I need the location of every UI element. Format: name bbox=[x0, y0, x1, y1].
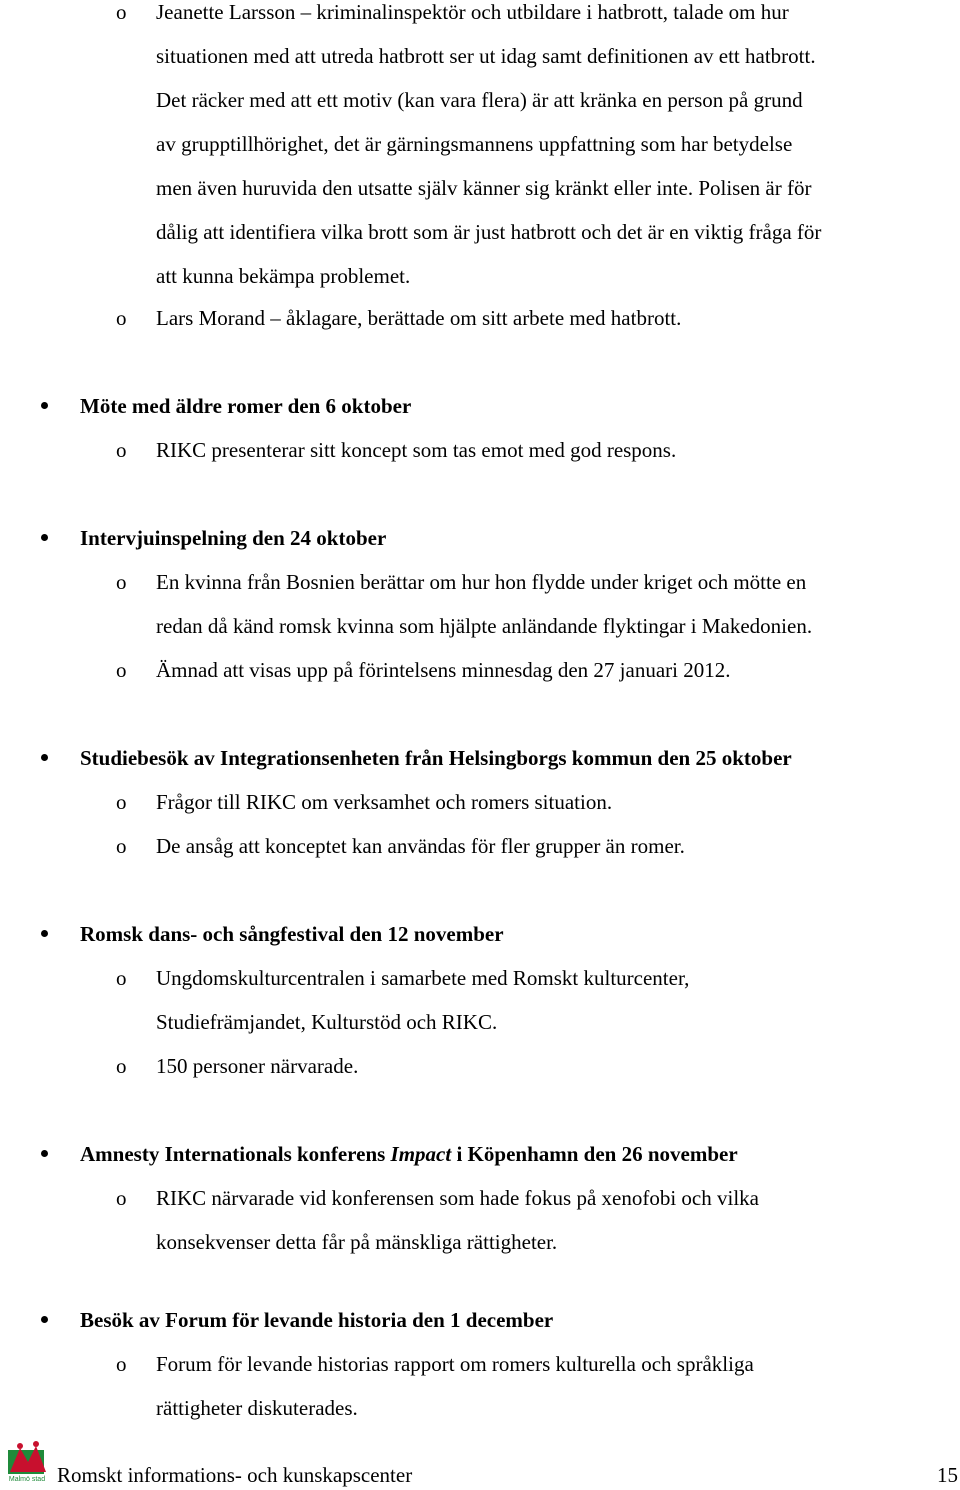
list-item-text: Ungdomskulturcentralen i samarbete med Romskt kulturcenter, Studiefrämjandet, Kulturstöd och RIKC. bbox=[156, 966, 690, 1034]
list-item-text: Ämnad att visas upp på förintelsens minnesdag den 27 januari 2012. bbox=[156, 658, 731, 682]
bullet-icon bbox=[41, 534, 48, 541]
svg-text:Malmö stad: Malmö stad bbox=[8, 1476, 46, 1483]
sub-bullet-marker: o bbox=[116, 658, 127, 682]
sub-bullet-marker: o bbox=[116, 0, 127, 24]
sub-bullet-marker: o bbox=[116, 438, 127, 462]
footer-title: Romskt informations- och kunskapscenter bbox=[57, 1463, 413, 1487]
sub-bullet-marker: o bbox=[116, 1054, 127, 1078]
bullet-icon bbox=[41, 930, 48, 937]
page-footer bbox=[0, 1436, 960, 1490]
sub-bullet-marker: o bbox=[116, 834, 127, 858]
bullet-icon bbox=[41, 754, 48, 761]
bullet-icon bbox=[41, 1316, 48, 1323]
list-item-text: De ansåg att konceptet kan användas för fler grupper än romer. bbox=[156, 834, 685, 858]
sub-bullet-marker: o bbox=[116, 1352, 127, 1376]
malmo-stad-logo bbox=[6, 1438, 50, 1484]
page-number: 15 bbox=[937, 1463, 958, 1487]
sub-bullet-marker: o bbox=[116, 570, 127, 594]
list-item-text: Frågor till RIKC om verksamhet och romers situation. bbox=[156, 790, 613, 814]
bullet-icon bbox=[41, 402, 48, 409]
sub-bullet-marker: o bbox=[116, 1186, 127, 1210]
logo-emblem-icon bbox=[6, 1438, 50, 1484]
sub-bullet-marker: o bbox=[116, 790, 127, 814]
list-item-text: Lars Morand – åklagare, berättade om sitt arbete med hatbrott. bbox=[156, 306, 682, 330]
list-item-text: 150 personer närvarade. bbox=[156, 1054, 359, 1078]
list-item-text: Forum för levande historias rapport om romers kulturella och språkliga rättigheter diskuterades. bbox=[156, 1352, 754, 1420]
sub-bullet-marker: o bbox=[116, 966, 127, 990]
list-item-text: En kvinna från Bosnien berättar om hur hon flydde under kriget och mötte en redan då känd romsk kvinna som hjälpte anländande flyktingar i Makedonien. bbox=[156, 570, 813, 638]
sub-bullet-marker: o bbox=[116, 306, 127, 330]
list-item-text: Jeanette Larsson – kriminalinspektör och utbildare i hatbrott, talade om hur situationen med att utreda hatbrott ser ut idag samt definitionen av ett hatbrott. Det räcker med att ett motiv (kan vara flera) är att kränka en person på grund av grupptillhörighet, det är gärningsmannens uppfattning som har betydelse men även huruvida den utsatte själv känner sig kränkt eller inte. Polisen är för dålig att identifiera vilka brott som är just hatbrott och det är en viktig fråga för att kunna bekämpa problemet. bbox=[156, 0, 822, 288]
list-item-text: RIKC presenterar sitt koncept som tas emot med god respons. bbox=[156, 438, 677, 462]
list-item-text: RIKC närvarade vid konferensen som hade fokus på xenofobi och vilka konsekvenser detta får på mänskliga rättigheter. bbox=[156, 1186, 759, 1254]
bullet-icon bbox=[41, 1150, 48, 1157]
